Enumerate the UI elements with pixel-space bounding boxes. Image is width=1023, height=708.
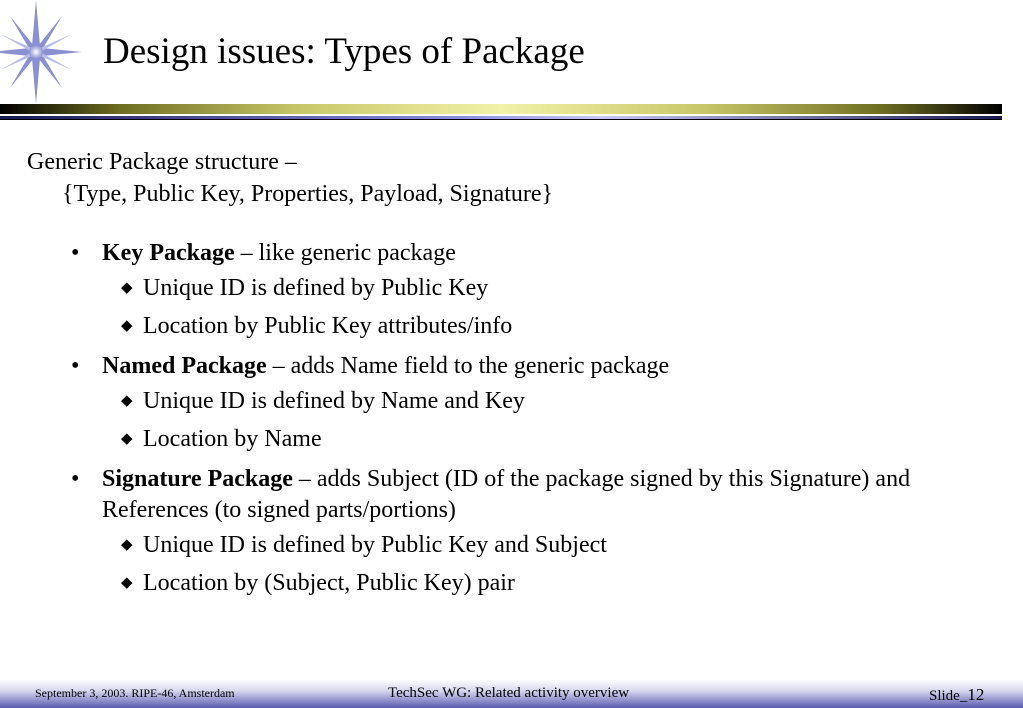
- header-rule-dark: [0, 119, 1002, 120]
- sub-bullet-item: [27, 564, 997, 602]
- diamond-bullet-icon: ◆: [121, 431, 133, 447]
- bullet-item: [27, 238, 997, 269]
- sub-bullet-item: [27, 526, 997, 564]
- header-bar: [0, 104, 1002, 114]
- slide-body: [27, 146, 997, 602]
- sub-bullet-text: Unique ID is defined by Public Key and Subject: [143, 532, 607, 558]
- bullet-item: [27, 351, 997, 382]
- bullet-dot-icon: •: [71, 466, 80, 492]
- package-type-name: Named Package: [102, 353, 267, 379]
- footer-date-event: September 3, 2003. RIPE-46, Amsterdam: [35, 686, 235, 700]
- sub-bullet-text: Unique ID is defined by Public Key: [143, 275, 489, 301]
- sub-bullet-text: Unique ID is defined by Name and Key: [143, 388, 525, 414]
- bullet-list: [27, 238, 997, 602]
- sub-bullet-text: Location by (Subject, Public Key) pair: [143, 570, 515, 596]
- diamond-bullet-icon: ◆: [121, 575, 133, 591]
- sub-bullet-item: [27, 307, 997, 345]
- sub-bullet-item: [27, 269, 997, 307]
- package-type-description: – adds Subject (ID of the package signed by this Signature) and References (to signed parts/portions): [102, 466, 911, 523]
- sub-bullet-item: [27, 420, 997, 458]
- diamond-bullet-icon: ◆: [121, 318, 133, 334]
- diamond-bullet-icon: ◆: [121, 537, 133, 553]
- bullet-dot-icon: •: [71, 240, 80, 266]
- package-type-name: Signature Package: [102, 466, 293, 492]
- bullet-item: [27, 464, 997, 526]
- diamond-bullet-icon: ◆: [121, 393, 133, 409]
- package-type-name: Key Package: [102, 240, 235, 266]
- sub-bullet-item: [27, 382, 997, 420]
- package-type-description: – like generic package: [234, 240, 456, 266]
- intro-line: Generic Package structure –: [27, 149, 297, 175]
- slide-number-value: 12: [967, 685, 985, 704]
- slide-number-label: Slide_: [929, 688, 968, 704]
- starburst-icon: [0, 0, 84, 104]
- diamond-bullet-icon: ◆: [121, 280, 133, 296]
- package-type-description: – adds Name field to the generic package: [266, 353, 670, 379]
- footer-title: TechSec WG: Related activity overview: [388, 685, 630, 701]
- slide-number: [929, 685, 984, 705]
- bullet-dot-icon: •: [71, 353, 80, 379]
- intro-structure: {Type, Public Key, Properties, Payload, Signature}: [62, 181, 554, 207]
- sub-bullet-text: Location by Public Key attributes/info: [143, 313, 513, 339]
- slide-title: Design issues: Types of Package: [103, 31, 585, 72]
- sub-bullet-text: Location by Name: [143, 426, 322, 452]
